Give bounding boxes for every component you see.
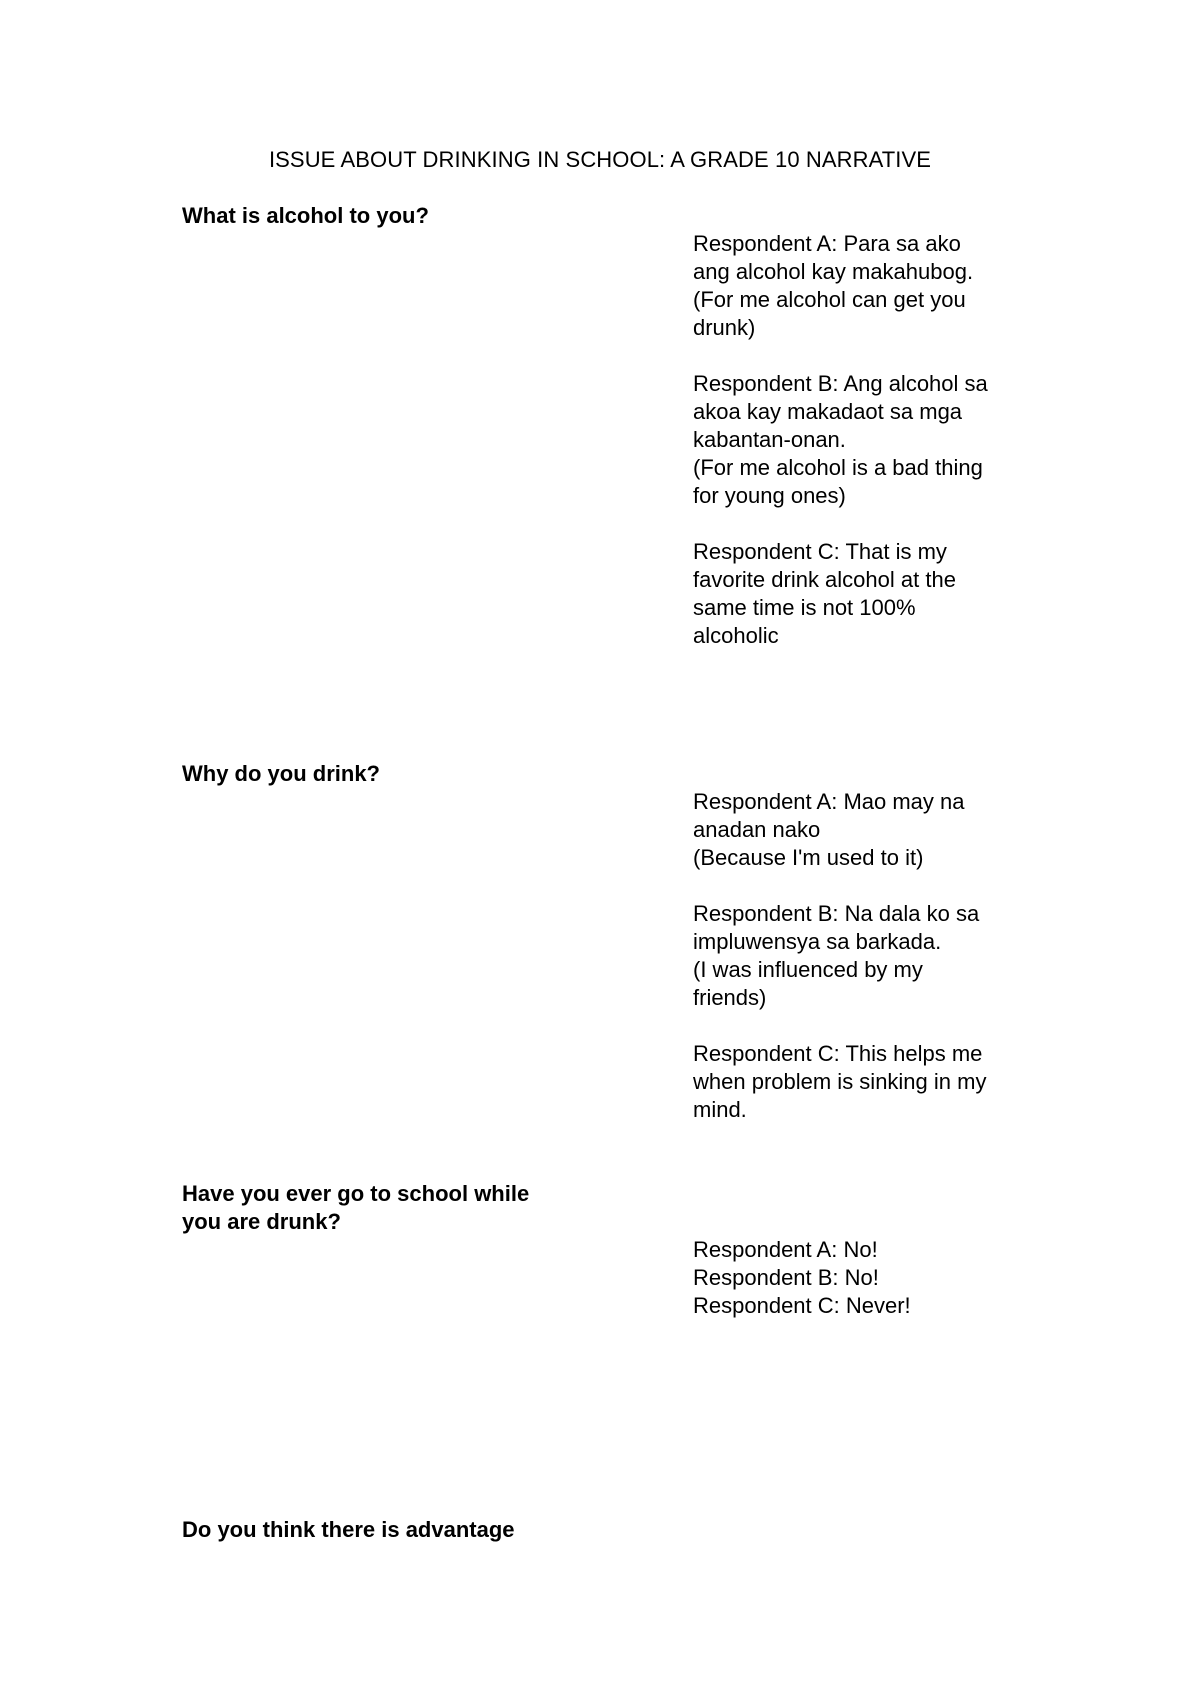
answer-line: akoa kay makadaot sa mga <box>693 399 963 424</box>
answer-line: ang alcohol kay makahubog. <box>693 259 974 284</box>
answer-line: Respondent B: Ang alcohol sa <box>693 371 988 396</box>
question-school-while-drunk <box>182 1180 602 1236</box>
respondent-c-answer: Respondent C: Never! <box>693 1293 911 1318</box>
question-why-do-you-drink: Why do you drink? <box>182 761 380 786</box>
respondent-c-answer <box>693 1040 1033 1124</box>
respondent-answers <box>693 1236 1033 1320</box>
answer-line: mind. <box>693 1097 747 1122</box>
respondent-a-answer <box>693 230 1033 342</box>
question-line: you are drunk? <box>182 1209 341 1234</box>
answer-line: Respondent C: That is my <box>693 539 947 564</box>
answer-line: (For me alcohol can get you <box>693 287 966 312</box>
answer-line: anadan nako <box>693 817 821 842</box>
answers-why-do-you-drink <box>693 788 1033 1124</box>
document-title: ISSUE ABOUT DRINKING IN SCHOOL: A GRADE 10 NARRATIVE <box>268 147 932 172</box>
answer-line: friends) <box>693 985 767 1010</box>
answer-line: drunk) <box>693 315 756 340</box>
answer-line: kabantan-onan. <box>693 427 846 452</box>
respondent-b-answer <box>693 900 1033 1012</box>
question-line: Have you ever go to school while <box>182 1181 530 1206</box>
answer-line: (For me alcohol is a bad thing <box>693 455 983 480</box>
answer-line: (Because I'm used to it) <box>693 845 924 870</box>
answer-line: for young ones) <box>693 483 846 508</box>
respondent-a-answer: Respondent A: No! <box>693 1237 878 1262</box>
answer-line: favorite drink alcohol at the <box>693 567 956 592</box>
respondent-c-answer <box>693 538 1033 650</box>
question-advantage: Do you think there is advantage <box>182 1517 515 1542</box>
respondent-a-answer <box>693 788 1033 872</box>
answer-line: Respondent A: Mao may na <box>693 789 965 814</box>
answer-line: alcoholic <box>693 623 779 648</box>
answer-line: when problem is sinking in my <box>693 1069 987 1094</box>
answers-what-is-alcohol <box>693 230 1033 650</box>
answer-line: Respondent A: Para sa ako <box>693 231 961 256</box>
answer-line: Respondent B: Na dala ko sa <box>693 901 980 926</box>
answer-line: Respondent C: This helps me <box>693 1041 983 1066</box>
question-what-is-alcohol: What is alcohol to you? <box>182 203 429 228</box>
answer-line: (I was influenced by my <box>693 957 923 982</box>
respondent-b-answer <box>693 370 1033 510</box>
answer-line: impluwensya sa barkada. <box>693 929 942 954</box>
answers-school-while-drunk <box>693 1236 1033 1320</box>
respondent-b-answer: Respondent B: No! <box>693 1265 879 1290</box>
answer-line: same time is not 100% <box>693 595 916 620</box>
